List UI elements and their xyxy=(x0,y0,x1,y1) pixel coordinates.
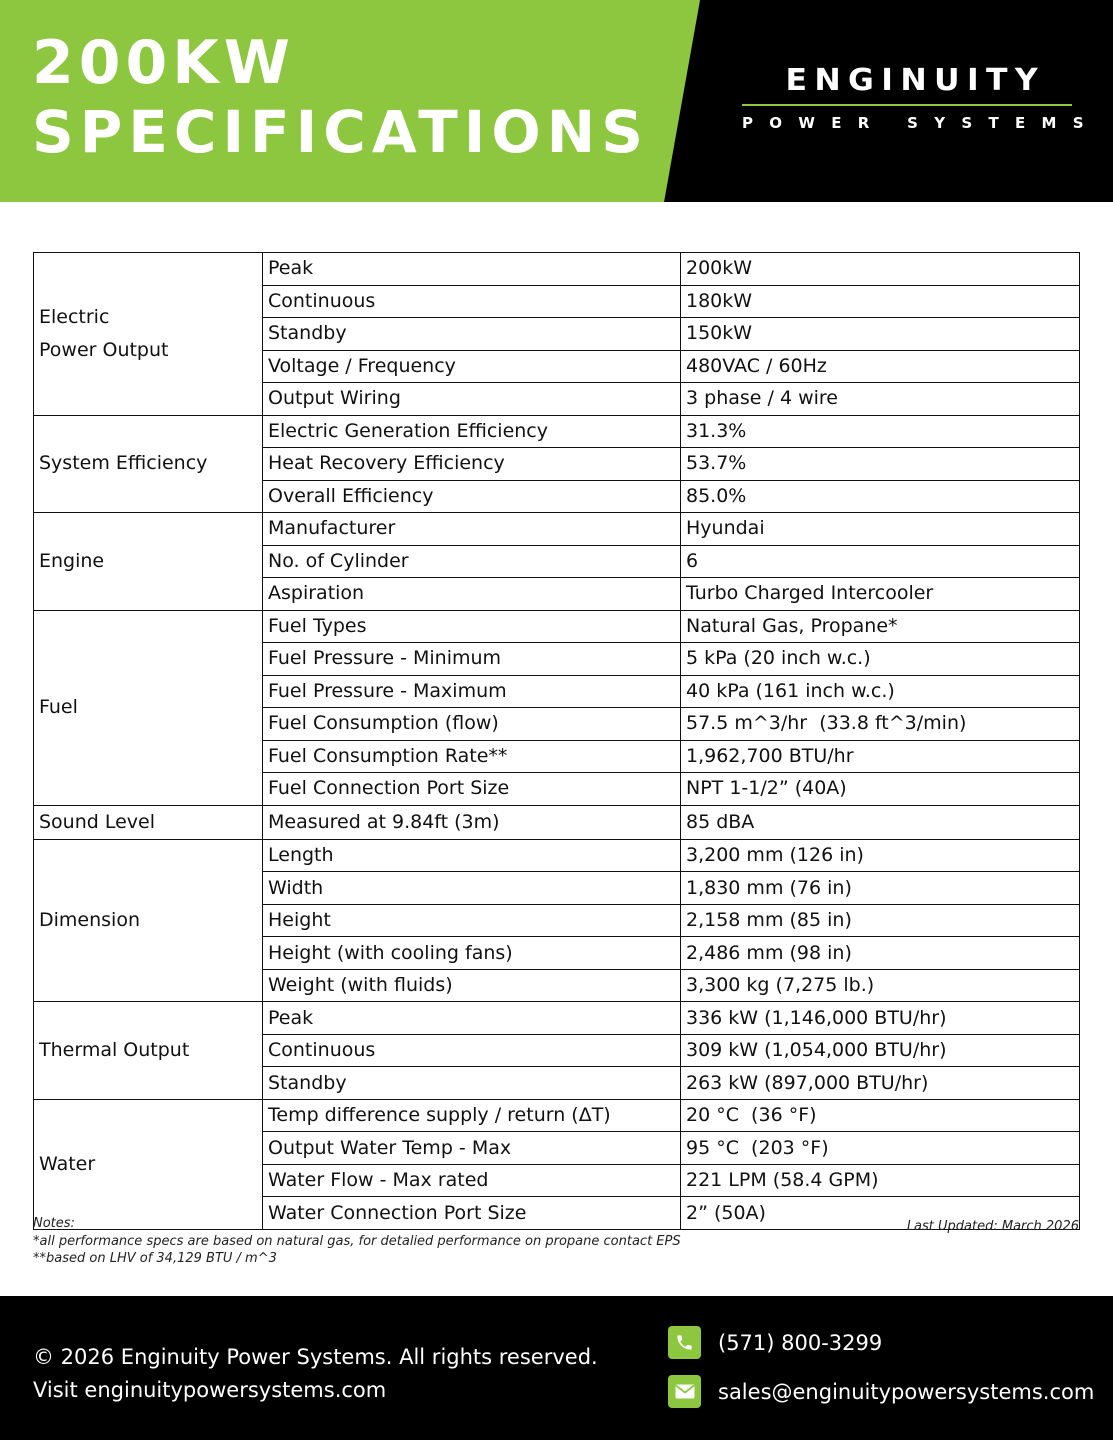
footer xyxy=(0,1296,1113,1440)
spec-label: Width xyxy=(263,872,681,905)
spec-value: 2,486 mm (98 in) xyxy=(681,937,1080,970)
spec-label: Aspiration xyxy=(263,578,681,611)
logo-name: ENGINUITY xyxy=(785,63,1046,98)
spec-label: Fuel Consumption Rate** xyxy=(263,740,681,773)
spec-value: 2,158 mm (85 in) xyxy=(681,904,1080,937)
note-line-1: *all performance specs are based on natural gas, for detalied performance on propane contact EPS xyxy=(33,1233,681,1249)
spec-label: Output Water Temp - Max xyxy=(263,1132,681,1165)
spec-label: Length xyxy=(263,839,681,872)
copyright-text: © 2026 Enginuity Power Systems. All rights reserved. xyxy=(33,1345,598,1369)
footer-company-info xyxy=(33,1341,598,1407)
spec-value: Natural Gas, Propane* xyxy=(681,610,1080,643)
envelope-icon xyxy=(668,1375,701,1408)
spec-label: Peak xyxy=(263,1002,681,1035)
spec-label: Peak xyxy=(263,253,681,286)
spec-value: 95 °C (203 °F) xyxy=(681,1132,1080,1165)
title-line-1: 200KW xyxy=(32,28,295,98)
spec-value: 480VAC / 60Hz xyxy=(681,350,1080,383)
spec-label: Fuel Consumption (flow) xyxy=(263,708,681,741)
spec-label: Voltage / Frequency xyxy=(263,350,681,383)
spec-value: 1,962,700 BTU/hr xyxy=(681,740,1080,773)
spec-value: 309 kW (1,054,000 BTU/hr) xyxy=(681,1034,1080,1067)
spec-value: 3,300 kg (7,275 lb.) xyxy=(681,969,1080,1002)
table-row xyxy=(34,1099,1080,1132)
spec-value: 3,200 mm (126 in) xyxy=(681,839,1080,872)
spec-label: Fuel Connection Port Size xyxy=(263,773,681,806)
spec-value: Hyundai xyxy=(681,513,1080,546)
email-address[interactable]: sales@enginuitypowersystems.com xyxy=(718,1379,1095,1404)
spec-label: Temp difference supply / return (ΔT) xyxy=(263,1099,681,1132)
website-link[interactable]: Visit enginuitypowersystems.com xyxy=(33,1378,387,1402)
spec-value: 3 phase / 4 wire xyxy=(681,383,1080,416)
spec-label: Standby xyxy=(263,318,681,351)
spec-value: Turbo Charged Intercooler xyxy=(681,578,1080,611)
note-line-2: **based on LHV of 34,129 BTU / m^3 xyxy=(33,1251,277,1266)
table-row xyxy=(34,253,1080,286)
spec-label: Output Wiring xyxy=(263,383,681,416)
table-row xyxy=(34,513,1080,546)
spec-label: Fuel Pressure - Maximum xyxy=(263,675,681,708)
specifications-table xyxy=(33,252,1080,1230)
spec-value: 20 °C (36 °F) xyxy=(681,1099,1080,1132)
spec-label: Weight (with fluids) xyxy=(263,969,681,1002)
table-row xyxy=(34,1002,1080,1035)
spec-label: Heat Recovery Efficiency xyxy=(263,448,681,481)
spec-value: 5 kPa (20 inch w.c.) xyxy=(681,643,1080,676)
category-thermal-output: Thermal Output xyxy=(34,1002,263,1100)
company-logo xyxy=(742,63,1100,132)
spec-value: 85 dBA xyxy=(681,805,1080,839)
spec-label: Water Flow - Max rated xyxy=(263,1164,681,1197)
spec-label: Continuous xyxy=(263,285,681,318)
spec-value: 6 xyxy=(681,545,1080,578)
spec-value: 263 kW (897,000 BTU/hr) xyxy=(681,1067,1080,1100)
header-banner xyxy=(0,0,1113,202)
spec-label: Fuel Pressure - Minimum xyxy=(263,643,681,676)
spec-value: 336 kW (1,146,000 BTU/hr) xyxy=(681,1002,1080,1035)
table-row xyxy=(34,610,1080,643)
logo-divider xyxy=(742,104,1072,106)
table-row xyxy=(34,805,1080,839)
spec-value: NPT 1-1/2” (40A) xyxy=(681,773,1080,806)
category-water: Water xyxy=(34,1099,263,1229)
spec-value: 53.7% xyxy=(681,448,1080,481)
spec-label: Height (with cooling fans) xyxy=(263,937,681,970)
spec-value: 31.3% xyxy=(681,415,1080,448)
title-line-2: SPECIFICATIONS xyxy=(32,98,649,166)
spec-label: Water Connection Port Size xyxy=(263,1197,681,1230)
spec-label: Overall Efficiency xyxy=(263,480,681,513)
category-electric-power-output xyxy=(34,253,263,416)
table-row xyxy=(34,839,1080,872)
spec-value: 85.0% xyxy=(681,480,1080,513)
spec-value: 1,830 mm (76 in) xyxy=(681,872,1080,905)
spec-label: Manufacturer xyxy=(263,513,681,546)
category-system-efficiency: System Efficiency xyxy=(34,415,263,513)
spec-label: Electric Generation Efficiency xyxy=(263,415,681,448)
spec-value: 150kW xyxy=(681,318,1080,351)
last-updated: Last Updated: March 2026 xyxy=(906,1219,1079,1234)
category-label: Electric Power Output xyxy=(39,305,169,361)
phone-icon xyxy=(668,1326,701,1359)
notes-heading: Notes: xyxy=(33,1216,75,1231)
spec-label: No. of Cylinder xyxy=(263,545,681,578)
logo-subtitle: POWER SYSTEMS xyxy=(742,114,1100,132)
spec-value: 40 kPa (161 inch w.c.) xyxy=(681,675,1080,708)
spec-value: 221 LPM (58.4 GPM) xyxy=(681,1164,1080,1197)
phone-contact[interactable] xyxy=(668,1326,882,1359)
phone-number[interactable]: (571) 800-3299 xyxy=(718,1330,883,1355)
spec-label: Standby xyxy=(263,1067,681,1100)
category-fuel: Fuel xyxy=(34,610,263,805)
spec-label: Continuous xyxy=(263,1034,681,1067)
email-contact[interactable] xyxy=(668,1375,1094,1408)
category-sound-level: Sound Level xyxy=(34,805,263,839)
category-dimension: Dimension xyxy=(34,839,263,1002)
spec-label: Fuel Types xyxy=(263,610,681,643)
spec-value: 57.5 m^3/hr (33.8 ft^3/min) xyxy=(681,708,1080,741)
notes-block xyxy=(33,1215,681,1268)
spec-value: 180kW xyxy=(681,285,1080,318)
table-row xyxy=(34,415,1080,448)
spec-value: 200kW xyxy=(681,253,1080,286)
spec-label: Height xyxy=(263,904,681,937)
spec-value: 2” (50A) xyxy=(681,1197,1080,1230)
category-engine: Engine xyxy=(34,513,263,611)
spec-label: Measured at 9.84ft (3m) xyxy=(263,805,681,839)
